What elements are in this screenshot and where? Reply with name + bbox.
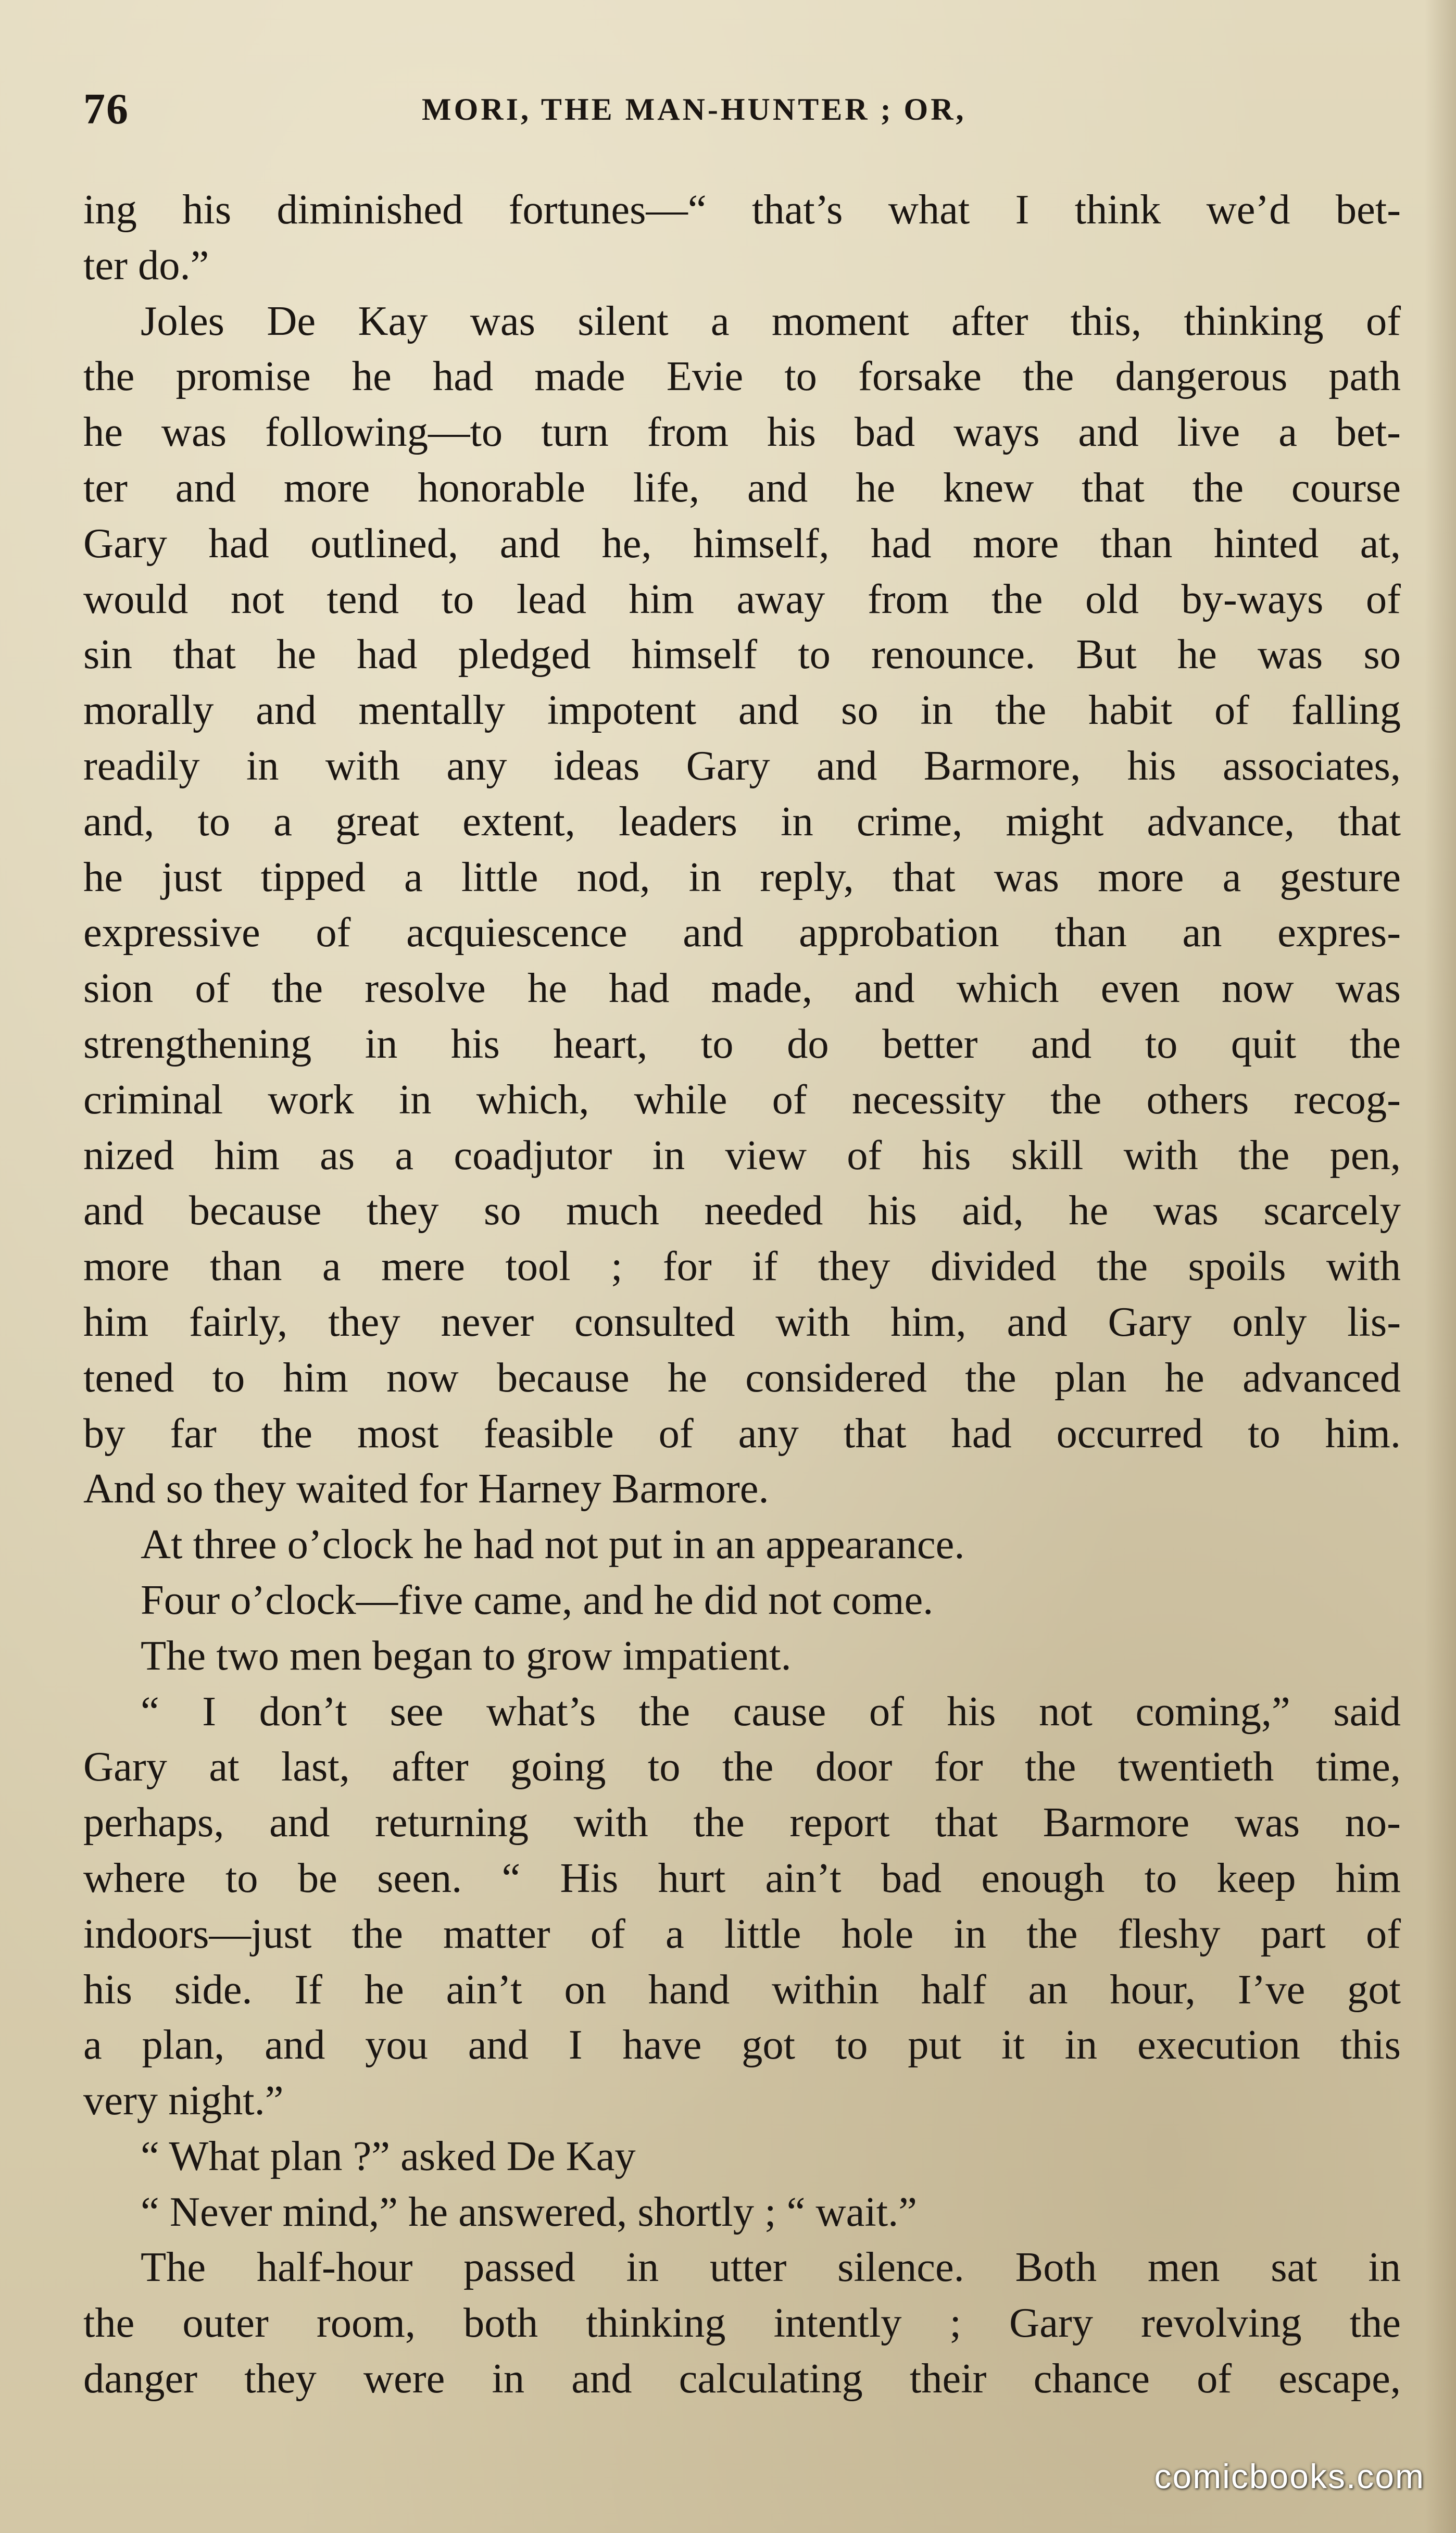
text-line: by far the most feasible of any that had occurred to him. [83, 1410, 1401, 1457]
text-line: strengthening in his heart, to do better and to quit the [83, 1020, 1401, 1067]
running-head: MORI, THE MAN-HUNTER ; OR, [422, 92, 967, 127]
body-text [83, 182, 1401, 2407]
text-line: perhaps, and returning with the report that Barmore was no- [83, 1799, 1401, 1846]
text-line: Gary had outlined, and he, himself, had more than hinted at, [83, 520, 1401, 567]
text-line: more than a mere tool ; for if they divided the spoils with [83, 1243, 1401, 1290]
text-line: morally and mentally impotent and so in the habit of falling [83, 687, 1401, 734]
text-line: indoors—just the matter of a little hole in the fleshy part of [83, 1910, 1401, 1957]
text-line: And so they waited for Harney Barmore. [83, 1465, 769, 1512]
page-number: 76 [83, 85, 129, 133]
text-line: ter do.” [83, 242, 209, 289]
text-line: criminal work in which, while of necessity the others recog- [83, 1076, 1401, 1123]
text-line: his side. If he ain’t on hand within half an hour, I’ve got [83, 1966, 1401, 2013]
text-line: him fairly, they never consulted with him, and Gary only lis- [83, 1298, 1401, 1345]
text-line: he just tipped a little nod, in reply, that was more a gesture [83, 854, 1401, 900]
text-line: “ I don’t see what’s the cause of his not coming,” said [141, 1688, 1401, 1735]
page-edge-shadow [1425, 0, 1456, 2533]
text-line: a plan, and you and I have got to put it in execution this [83, 2022, 1401, 2068]
text-line: “ Never mind,” he answered, shortly ; “ wait.” [141, 2188, 917, 2235]
text-line: where to be seen. “ His hurt ain’t bad enough to keep him [83, 1854, 1401, 1901]
text-line: sin that he had pledged himself to renounce. But he was so [83, 631, 1401, 678]
text-line: danger they were in and calculating their chance of escape, [83, 2355, 1401, 2402]
text-line: the promise he had made Evie to forsake the dangerous path [83, 353, 1401, 400]
page-header [83, 78, 1401, 141]
text-line: At three o’clock he had not put in an appearance. [141, 1521, 965, 1568]
text-line: Joles De Kay was silent a moment after this, thinking of [141, 297, 1401, 344]
text-line: The two men began to grow impatient. [141, 1632, 792, 1679]
text-line: sion of the resolve he had made, and which even now was [83, 965, 1401, 1012]
text-line: “ What plan ?” asked De Kay [141, 2133, 636, 2179]
text-line: Gary at last, after going to the door for the twentieth time, [83, 1744, 1401, 1790]
text-line: and, to a great extent, leaders in crime, might advance, that [83, 798, 1401, 845]
text-line: the outer room, both thinking intently ; Gary revolving the [83, 2300, 1401, 2347]
text-line: Four o’clock—five came, and he did not come. [141, 1576, 934, 1623]
text-line: he was following—to turn from his bad ways and live a bet- [83, 409, 1401, 456]
text-line: ter and more honorable life, and he knew that the course [83, 464, 1401, 511]
text-line: would not tend to lead him away from the old by-ways of [83, 575, 1401, 622]
site-watermark: comicbooks.com [1154, 2457, 1425, 2496]
text-line: ing his diminished fortunes—“ that’s what I think we’d bet- [83, 186, 1401, 233]
text-line: expressive of acquiescence and approbation than an expres- [83, 909, 1401, 956]
text-line: nized him as a coadjutor in view of his skill with the pen, [83, 1132, 1401, 1178]
text-line: and because they so much needed his aid, he was scarcely [83, 1187, 1401, 1234]
text-line: The half-hour passed in utter silence. Both men sat in [141, 2244, 1401, 2291]
text-line: readily in with any ideas Gary and Barmore, his associates, [83, 742, 1401, 789]
text-line: tened to him now because he considered the plan he advanced [83, 1354, 1401, 1401]
text-line: very night.” [83, 2077, 284, 2124]
